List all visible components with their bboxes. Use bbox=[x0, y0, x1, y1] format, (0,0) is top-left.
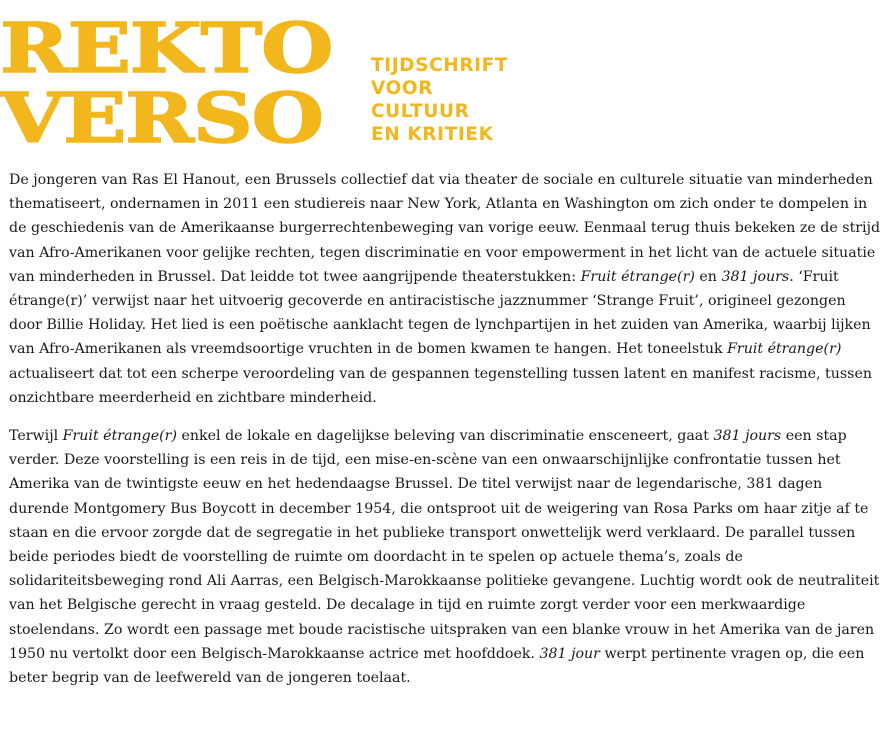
tagline-line-2: VOOR bbox=[371, 78, 434, 99]
p1-title-fruit-etranger-2: Fruit étrange(r) bbox=[727, 341, 842, 358]
p2-text-2: enkel de lokale en dagelijkse beleving van discriminatie ensceneert, gaat bbox=[177, 428, 714, 445]
paragraph-2 bbox=[9, 424, 881, 690]
tagline-line-4: EN KRITIEK bbox=[371, 124, 494, 145]
logo-line-verso: VERSO bbox=[0, 79, 323, 159]
tagline-line-1: TIJDSCHRIFT bbox=[371, 55, 509, 76]
p2-text-1: Terwijl bbox=[9, 428, 63, 445]
p1-text-4: actualiseert dat tot een scherpe veroordeling van de gespannen tegenstelling tussen latent en manifest racisme, tussen onzichtbare meerderheid en zichtbare minderheid. bbox=[9, 365, 872, 406]
p1-text-3: . ‘Fruit étrange(r)’ verwijst naar het uitvoerig gecoverde en antiracistische jazznummer ‘Strange Fruit’, origineel gezongen door Billie Holiday. Het lied is een poëtische aanklacht tegen de lynchpartijen in het zuiden van Amerika, waarbij lijken van Afro-Amerikanen als vreemdsoortige vruchten in de bomen kwamen te hangen. Het toneelstuk bbox=[9, 268, 871, 358]
p2-text-3: een stap verder. Deze voorstelling is een reis in de tijd, een mise-en-scène van een onwaarschijnlijke confrontatie tussen het Amerika van de twintigste eeuw en het hedendaagse Brussel. De titel verwijst naar de legendarische, 381 dagen durende Montgomery Bus Boycott in december 1954, die ontsproot uit de weigering van Rosa Parks om haar zitje af te staan en die ervoor zorgde dat de segregatie in het publieke transport onwettelijk werd verklaard. De parallel tussen beide periodes biedt de voorstelling de ruimte om doordacht in te spelen op actuele thema’s, zoals de solidariteitsbeweging rond Ali Aarras, een Belgisch-Marokkaanse politieke gevangene. Luchtig wordt ook de neutraliteit van het Belgische gerecht in vraag gesteld. De decalage in tijd en ruimte zorgt verder voor een merkwaardige stoelendans. Zo wordt een passage met boude racistische uitspraken van een blanke vrouw in het Amerika van de jaren 1950 nu vertolkt door een Belgisch-Marokkaanse actrice met hoofddoek. bbox=[9, 428, 880, 662]
p1-title-381-jours: 381 jours bbox=[721, 268, 790, 285]
paragraph-1 bbox=[9, 168, 881, 410]
p2-text-4: werpt pertinente vragen op, die een beter begrip van de leefwereld van de jongeren toelaat. bbox=[9, 645, 865, 687]
tagline-line-3: CULTUUR bbox=[371, 101, 470, 122]
masthead bbox=[0, 0, 884, 165]
article-body bbox=[9, 168, 881, 704]
p1-text-2: en bbox=[694, 268, 722, 285]
rekto-verso-logo bbox=[0, 9, 333, 159]
p1-text-1: De jongeren van Ras El Hanout, een Brussels collectief dat via theater de sociale en culturele situatie van minderheden thematiseert, ondernamen in 2011 een studiereis naar New York, Atlanta en Washington om zich onder te dompelen in de geschiedenis van de Amerikaanse burgerrechtenbeweging van vorige eeuw. Eenmaal terug thuis bekeken ze de strijd van Afro-Amerikanen voor gelijke rechten, tegen discriminatie en voor empowerment in het licht van de actuele situatie van minderheden in Brussel. Dat leidde tot twee aangrijpende theaterstukken: bbox=[9, 172, 881, 285]
logo-line-rekto: REKTO bbox=[0, 9, 333, 89]
p2-title-381-jour: 381 jour bbox=[539, 645, 600, 662]
tagline bbox=[371, 54, 508, 146]
p2-title-381-jours: 381 jours bbox=[713, 428, 782, 445]
p2-title-fruit-etranger: Fruit étrange(r) bbox=[62, 428, 177, 445]
p1-title-fruit-etranger: Fruit étrange(r) bbox=[580, 268, 695, 285]
